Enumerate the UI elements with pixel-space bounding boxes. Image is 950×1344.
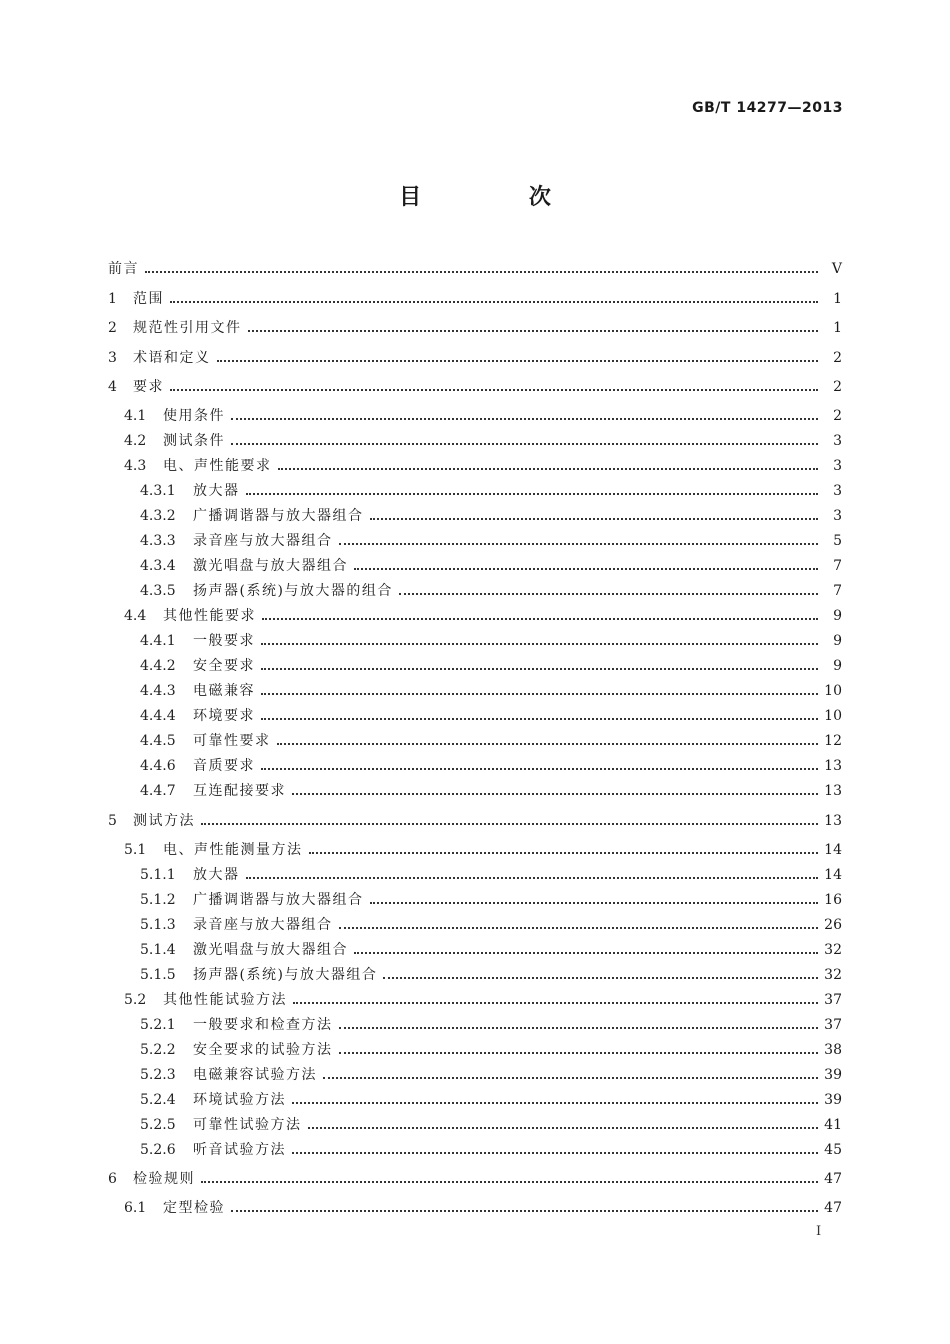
toc-entry-label: 要求 <box>133 379 164 395</box>
toc-leader-dots <box>292 1152 818 1154</box>
toc-entry[interactable] <box>140 915 842 935</box>
toc-entry-page: 14 <box>824 867 842 883</box>
toc-leader-dots <box>293 1002 818 1004</box>
toc-entry-number: 4.4.7 <box>140 783 176 799</box>
toc-leader-dots <box>339 543 819 545</box>
toc-entry-number: 5.1.1 <box>140 867 176 883</box>
toc-leader-dots <box>170 301 818 303</box>
toc-entry[interactable] <box>140 1090 842 1110</box>
toc-leader-dots <box>399 593 818 595</box>
toc-entry[interactable] <box>108 289 842 309</box>
toc-entry-page: 9 <box>833 658 842 674</box>
toc-entry-label: 可靠性试验方法 <box>193 1117 302 1133</box>
toc-entry-label: 录音座与放大器组合 <box>193 917 333 933</box>
toc-entry-number: 3 <box>108 350 117 366</box>
toc-entry[interactable] <box>140 731 842 751</box>
toc-entry[interactable] <box>108 377 842 397</box>
toc-entry-label: 听音试验方法 <box>193 1142 286 1158</box>
toc-entry-page: 7 <box>833 558 842 574</box>
toc-entry[interactable] <box>124 1198 842 1218</box>
toc-entry[interactable] <box>140 1015 842 1035</box>
toc-entry-label: 安全要求 <box>193 658 255 674</box>
toc-entry-number: 4.4.3 <box>140 683 176 699</box>
toc-entry-page: 13 <box>824 758 842 774</box>
toc-entry-number: 4.3.5 <box>140 583 176 599</box>
toc-entry-number: 4.3.1 <box>140 483 176 499</box>
toc-leader-dots <box>217 360 819 362</box>
toc-entry-number: 5.2.6 <box>140 1142 176 1158</box>
toc-entry-number: 5.2.5 <box>140 1117 176 1133</box>
toc-entry-number: 4.4.6 <box>140 758 176 774</box>
toc-entry-page: 37 <box>824 1017 842 1033</box>
toc-entry-page: 3 <box>833 433 842 449</box>
toc-entry-page: 13 <box>824 783 842 799</box>
toc-entry-page: 5 <box>833 533 842 549</box>
toc-entry[interactable] <box>140 1115 842 1135</box>
toc-entry[interactable] <box>140 890 842 910</box>
toc-entry[interactable] <box>140 481 842 501</box>
toc-entry-page: 47 <box>824 1200 842 1216</box>
toc-entry-page: 10 <box>824 683 842 699</box>
toc-entry-label: 环境要求 <box>193 708 255 724</box>
toc-entry-number: 5.2.1 <box>140 1017 176 1033</box>
toc-entry-page: 2 <box>833 379 842 395</box>
toc-leader-dots <box>292 1102 818 1104</box>
toc-entry[interactable] <box>124 431 842 451</box>
standard-code: GB/T 14277—2013 <box>692 100 843 116</box>
toc-entry-label: 电、声性能测量方法 <box>163 842 303 858</box>
toc-entry[interactable] <box>108 348 842 368</box>
toc-entry-number: 4.1 <box>124 408 147 424</box>
toc-entry-number: 4.2 <box>124 433 147 449</box>
toc-entry[interactable] <box>140 556 842 576</box>
toc-entry-label: 定型检验 <box>163 1200 225 1216</box>
toc-entry-number: 6.1 <box>124 1200 147 1216</box>
toc-entry-page: 3 <box>833 458 842 474</box>
toc-entry-label: 前言 <box>108 261 139 277</box>
toc-entry-label: 一般要求 <box>193 633 255 649</box>
toc-leader-dots <box>231 1210 818 1212</box>
toc-entry-page: 39 <box>824 1067 842 1083</box>
toc-entry[interactable] <box>108 1169 842 1189</box>
toc-entry-number: 4.4.4 <box>140 708 176 724</box>
toc-entry-number: 5 <box>108 813 117 829</box>
toc-entry-page: 32 <box>824 942 842 958</box>
toc-entry-number: 5.1 <box>124 842 147 858</box>
toc-entry-page: 16 <box>824 892 842 908</box>
toc-entry-label: 规范性引用文件 <box>133 320 242 336</box>
toc-leader-dots <box>370 518 819 520</box>
toc-entry[interactable] <box>108 259 842 279</box>
toc-entry-label: 测试方法 <box>133 813 195 829</box>
page-folio: Ⅰ <box>816 1224 822 1239</box>
toc-entry[interactable] <box>108 811 842 831</box>
toc-entry-label: 激光唱盘与放大器组合 <box>193 558 348 574</box>
toc-entry[interactable] <box>140 506 842 526</box>
toc-entry-number: 5.2 <box>124 992 147 1008</box>
toc-entry-label: 放大器 <box>193 483 240 499</box>
toc-entry[interactable] <box>140 1040 842 1060</box>
toc-entry-page: 2 <box>833 408 842 424</box>
toc-entry-number: 4.4.2 <box>140 658 176 674</box>
toc-entry-number: 4 <box>108 379 117 395</box>
toc-entry-number: 4.4 <box>124 608 147 624</box>
toc-leader-dots <box>248 330 819 332</box>
toc-entry-number: 5.1.5 <box>140 967 176 983</box>
toc-entry[interactable] <box>140 965 842 985</box>
toc-entry-page: 7 <box>833 583 842 599</box>
toc-leader-dots <box>170 389 818 391</box>
toc-entry-number: 5.1.2 <box>140 892 176 908</box>
toc-entry-label: 检验规则 <box>133 1171 195 1187</box>
toc-entry[interactable] <box>140 1140 842 1160</box>
toc-entry-label: 其他性能要求 <box>163 608 256 624</box>
toc-entry-number: 5.2.2 <box>140 1042 176 1058</box>
toc-entry-label: 电、声性能要求 <box>163 458 272 474</box>
toc-entry-page: 9 <box>833 608 842 624</box>
toc-entry[interactable] <box>140 865 842 885</box>
toc-entry-label: 激光唱盘与放大器组合 <box>193 942 348 958</box>
toc-entry-page: 3 <box>833 508 842 524</box>
toc-entry-page: 13 <box>824 813 842 829</box>
toc-leader-dots <box>231 443 818 445</box>
toc-entry[interactable] <box>140 1065 842 1085</box>
toc-entry-number: 5.1.4 <box>140 942 176 958</box>
toc-leader-dots <box>339 1052 819 1054</box>
toc-entry[interactable] <box>140 531 842 551</box>
toc-leader-dots <box>308 1127 819 1129</box>
toc-entry-page: 1 <box>833 320 842 336</box>
toc-entry[interactable] <box>140 756 842 776</box>
toc-entry-page: Ⅴ <box>831 261 842 277</box>
toc-leader-dots <box>261 643 818 645</box>
toc-entry-number: 5.2.3 <box>140 1067 176 1083</box>
toc-leader-dots <box>278 468 819 470</box>
toc-leader-dots <box>354 568 818 570</box>
toc-entry-label: 电磁兼容 <box>193 683 255 699</box>
toc-entry[interactable] <box>140 940 842 960</box>
toc-entry-page: 45 <box>824 1142 842 1158</box>
toc-leader-dots <box>201 823 818 825</box>
toc-entry-number: 6 <box>108 1171 117 1187</box>
toc-leader-dots <box>339 927 819 929</box>
toc-leader-dots <box>262 618 818 620</box>
toc-entry-page: 26 <box>824 917 842 933</box>
toc-entry-page: 9 <box>833 633 842 649</box>
toc-entry-page: 32 <box>824 967 842 983</box>
toc-entry-label: 扬声器(系统)与放大器组合 <box>193 967 378 983</box>
toc-entry-label: 互连配接要求 <box>193 783 286 799</box>
toc-entry-label: 一般要求和检查方法 <box>193 1017 333 1033</box>
toc-entry-label: 范围 <box>133 291 164 307</box>
toc-entry-page: 10 <box>824 708 842 724</box>
toc-entry-page: 14 <box>824 842 842 858</box>
toc-leader-dots <box>354 952 818 954</box>
toc-entry[interactable] <box>140 706 842 726</box>
toc-entry-page: 2 <box>833 350 842 366</box>
toc-leader-dots <box>231 418 818 420</box>
toc-leader-dots <box>339 1027 819 1029</box>
toc-entry-label: 音质要求 <box>193 758 255 774</box>
toc-entry-page: 47 <box>824 1171 842 1187</box>
toc-entry-page: 3 <box>833 483 842 499</box>
toc-leader-dots <box>370 902 819 904</box>
toc-entry-page: 37 <box>824 992 842 1008</box>
page-title: 目 次 <box>399 185 601 210</box>
toc-entry-label: 测试条件 <box>163 433 225 449</box>
toc-entry[interactable] <box>124 406 842 426</box>
toc-entry-label: 术语和定义 <box>133 350 211 366</box>
toc-entry[interactable] <box>124 606 842 626</box>
toc-leader-dots <box>201 1181 818 1183</box>
toc-entry-number: 4.3 <box>124 458 147 474</box>
toc-entry[interactable] <box>140 631 842 651</box>
toc-entry[interactable] <box>108 318 842 338</box>
toc-leader-dots <box>261 718 818 720</box>
toc-entry-number: 1 <box>108 291 117 307</box>
toc-leader-dots <box>261 668 818 670</box>
toc-entry-page: 41 <box>824 1117 842 1133</box>
toc-entry-label: 广播调谐器与放大器组合 <box>193 508 364 524</box>
toc-entry[interactable] <box>124 840 842 860</box>
toc-entry-number: 5.2.4 <box>140 1092 176 1108</box>
toc-entry-label: 其他性能试验方法 <box>163 992 287 1008</box>
toc-leader-dots <box>261 768 818 770</box>
toc-leader-dots <box>246 493 819 495</box>
toc-entry-page: 12 <box>824 733 842 749</box>
toc-entry[interactable] <box>140 656 842 676</box>
toc-leader-dots <box>145 271 818 273</box>
toc-entry-page: 1 <box>833 291 842 307</box>
toc-leader-dots <box>292 793 818 795</box>
toc-entry-number: 2 <box>108 320 117 336</box>
toc-leader-dots <box>261 693 818 695</box>
toc-entry-label: 电磁兼容试验方法 <box>193 1067 317 1083</box>
toc-entry-label: 环境试验方法 <box>193 1092 286 1108</box>
toc-entry-label: 可靠性要求 <box>193 733 271 749</box>
toc-entry[interactable] <box>140 581 842 601</box>
toc-entry-label: 放大器 <box>193 867 240 883</box>
toc-leader-dots <box>246 877 819 879</box>
toc-entry-page: 38 <box>824 1042 842 1058</box>
toc-entry-number: 4.4.1 <box>140 633 176 649</box>
toc-entry-label: 使用条件 <box>163 408 225 424</box>
toc-entry-label: 扬声器(系统)与放大器的组合 <box>193 583 393 599</box>
toc-entry[interactable] <box>140 781 842 801</box>
toc-entry[interactable] <box>124 456 842 476</box>
toc-entry[interactable] <box>140 681 842 701</box>
toc-entry-label: 录音座与放大器组合 <box>193 533 333 549</box>
toc-entry-number: 4.3.4 <box>140 558 176 574</box>
toc-leader-dots <box>309 852 819 854</box>
toc-entry-label: 安全要求的试验方法 <box>193 1042 333 1058</box>
toc-entry[interactable] <box>124 990 842 1010</box>
toc-entry-number: 4.4.5 <box>140 733 176 749</box>
toc-leader-dots <box>323 1077 818 1079</box>
toc-entry-label: 广播调谐器与放大器组合 <box>193 892 364 908</box>
toc-leader-dots <box>383 977 818 979</box>
toc-leader-dots <box>277 743 819 745</box>
toc-entry-page: 39 <box>824 1092 842 1108</box>
toc-entry-number: 4.3.2 <box>140 508 176 524</box>
toc-entry-number: 5.1.3 <box>140 917 176 933</box>
toc-entry-number: 4.3.3 <box>140 533 176 549</box>
